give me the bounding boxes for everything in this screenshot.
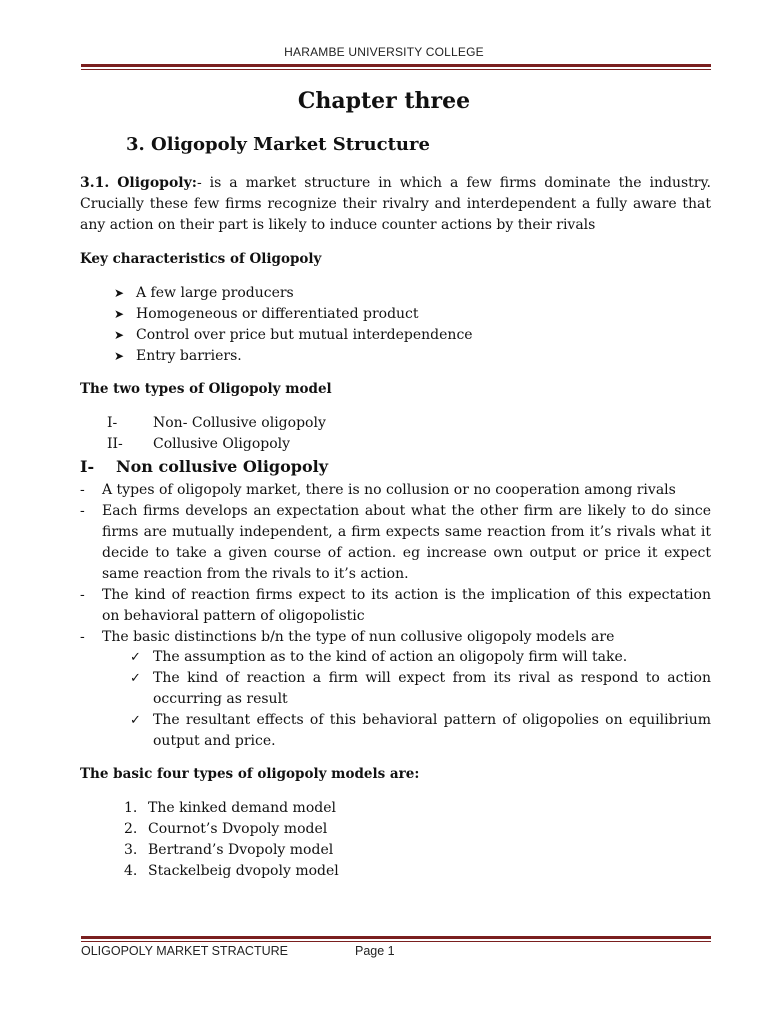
- list-item: - A types of oligopoly market, there is no collusion or no cooperation among rivals: [80, 482, 676, 498]
- definition-text: - is a market structure in which a few firms dominate the industry. Crucially these few firms recognize their rivalry and interdependent a fully aware that any action on their part is likely to induce counter actions by their rivals: [80, 175, 711, 233]
- definition-paragraph: [80, 173, 711, 236]
- checkmark-icon: ✓: [130, 650, 141, 665]
- header-rule-thin: [81, 69, 711, 70]
- footer-rule-thick: [81, 936, 711, 939]
- list-item: 3. Bertrand’s Dvopoly model: [124, 842, 334, 858]
- definition-term: Oligopoly:: [117, 175, 197, 191]
- list-item: ➤ Homogeneous or differentiated product: [114, 304, 473, 325]
- arrow-bullet-icon: ➤: [114, 286, 125, 300]
- page-number: Page 1: [355, 944, 395, 958]
- arrow-bullet-icon: ➤: [114, 307, 125, 321]
- key-characteristics-list: [114, 283, 473, 367]
- list-item: - The kind of reaction firms expect to its action is the implication of this expectation on behavioral pattern of oligopolistic: [80, 587, 711, 624]
- list-item: 4. Stackelbeig dvopoly model: [124, 863, 339, 879]
- header-rule-thick: [81, 64, 711, 67]
- distinctions-list: [130, 647, 711, 752]
- four-models-heading: The basic four types of oligopoly models are:: [80, 766, 420, 782]
- list-item: ➤ A few large producers: [114, 283, 473, 304]
- list-item: ✓ The resultant effects of this behavioral pattern of oligopolies on equilibrium output and price.: [130, 710, 711, 752]
- arrow-bullet-icon: ➤: [114, 349, 125, 363]
- list-item: I- Non- Collusive oligopoly: [107, 415, 326, 431]
- list-item: ✓ The assumption as to the kind of action an oligopoly firm will take.: [130, 647, 711, 668]
- list-item: - The basic distinctions b/n the type of nun collusive oligopoly models are: [80, 629, 615, 645]
- non-collusive-points: [80, 480, 711, 648]
- checkmark-icon: ✓: [130, 671, 141, 686]
- model-types-list: [107, 413, 326, 455]
- list-item: - Each firms develops an expectation about what the other firm are likely to do since firms are mutually independent, a firm expects same reaction from it’s rivals what it decide to take a given course of action. eg increase own output or price it expect same reaction from the rivals to it’s action.: [80, 503, 711, 582]
- footer-rule-thin: [81, 941, 711, 942]
- chapter-title: Chapter three: [297, 88, 471, 114]
- definition-number: 3.1.: [80, 175, 110, 191]
- key-characteristics-heading: Key characteristics of Oligopoly: [80, 251, 322, 267]
- four-models-list: [124, 798, 339, 882]
- section-title: 3. Oligopoly Market Structure: [126, 134, 430, 155]
- list-item: ➤ Entry barriers.: [114, 346, 473, 367]
- footer-title: OLIGOPOLY MARKET STRACTURE: [81, 944, 288, 958]
- header-title: HARAMBE UNIVERSITY COLLEGE: [284, 45, 484, 59]
- list-item: 1. The kinked demand model: [124, 800, 336, 816]
- list-item: ➤ Control over price but mutual interdependence: [114, 325, 473, 346]
- model-types-heading: The two types of Oligopoly model: [80, 381, 332, 397]
- arrow-bullet-icon: ➤: [114, 328, 125, 342]
- list-item: II- Collusive Oligopoly: [107, 436, 291, 452]
- list-item: ✓ The kind of reaction a firm will expect from its rival as respond to action occurring as result: [130, 668, 711, 710]
- checkmark-icon: ✓: [130, 713, 141, 728]
- list-item: 2. Cournot’s Dvopoly model: [124, 821, 328, 837]
- non-collusive-heading: I- Non collusive Oligopoly: [80, 457, 329, 476]
